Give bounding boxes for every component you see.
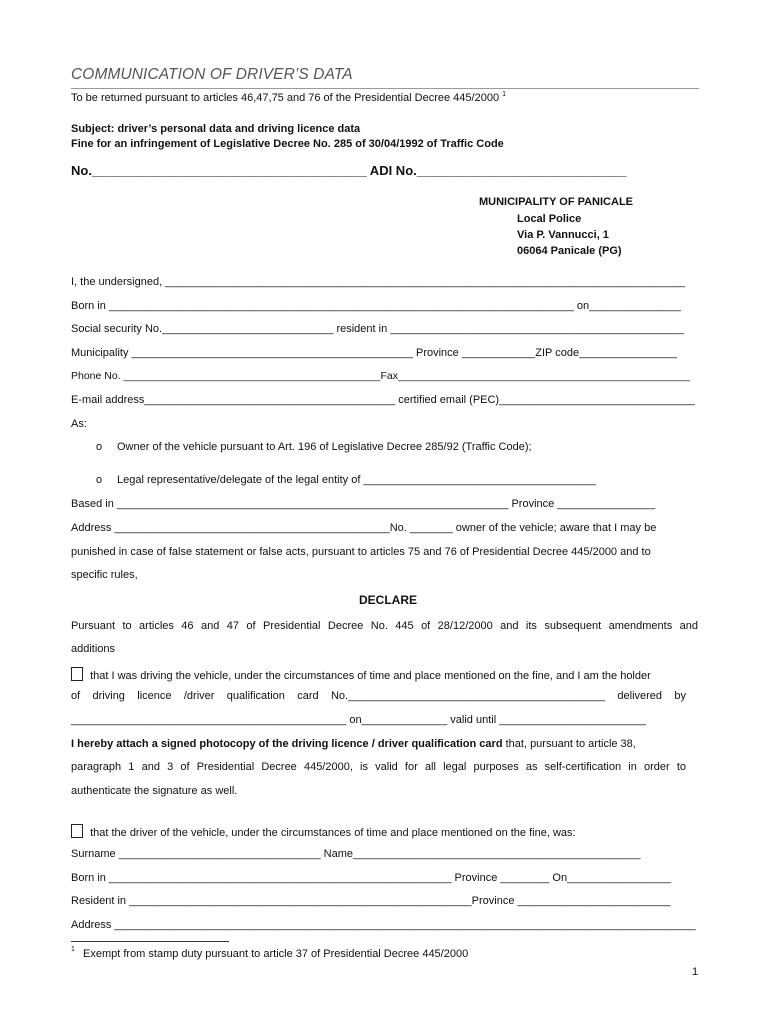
reference-numbers: No.______________________________________ ADI No._____________________________ (71, 163, 627, 178)
declaration-option-1 (71, 667, 651, 682)
municipality-field[interactable]: Municipality ______________________________________________ Province ____________ZIP code________________ (71, 347, 677, 359)
attach-statement-bold: I hereby attach a signed photocopy of the driving licence / driver qualification card (71, 738, 503, 750)
licence-number-field[interactable]: of driving licence /driver qualification card No.__________________________________________ delivered by (71, 690, 686, 702)
recipient-street: Via P. Vannucci, 1 (517, 229, 609, 241)
surname-name-field[interactable]: Surname _________________________________ Name_______________________________________________ (71, 848, 641, 860)
based-in-field[interactable]: Based in ________________________________________________________________ Province ________________ (71, 498, 656, 510)
recipient-city: 06064 Panicale (PG) (517, 245, 622, 257)
pursuant-line-2: additions (71, 643, 116, 655)
attach-statement-rest: that, pursuant to article 38, (502, 738, 636, 750)
undersigned-field[interactable]: I, the undersigned, _____________________________________________________________________________________ (71, 276, 686, 288)
phone-field[interactable]: Phone No. ____________________________________________Fax__________________________________________________ (71, 370, 690, 382)
subject-line-2: Fine for an infringement of Legislative Decree No. 285 of 30/04/1992 of Traffic Code (71, 138, 504, 150)
recipient-municipality: MUNICIPALITY OF PANICALE (479, 196, 633, 208)
title-divider (71, 88, 699, 89)
pursuant-line-1: Pursuant to articles 46 and 47 of Presidential Decree No. 445 of 28/12/2000 and its subsequent amendments and (71, 620, 698, 632)
driver-address-field[interactable]: Address _______________________________________________________________________________________________ (71, 919, 696, 931)
option-1-text: Owner of the vehicle pursuant to Art. 196 of Legislative Decree 285/92 (Traffic Code); (117, 441, 532, 453)
social-security-field[interactable]: Social security No.____________________________ resident in ________________________________________________ (71, 323, 684, 335)
option-2-text[interactable]: Legal representative/delegate of the legal entity of ______________________________________ (117, 474, 596, 486)
driver-self-checkbox[interactable] (71, 667, 83, 681)
authenticate-statement: authenticate the signature as well. (71, 785, 238, 797)
declare-heading: DECLARE (359, 593, 418, 607)
declaration-option-2 (71, 824, 576, 839)
footnote-text: Exempt from stamp duty pursuant to article 37 of Presidential Decree 445/2000 (83, 948, 469, 960)
licence-delivery-field[interactable]: _____________________________________________ on______________ valid until ________________________ (71, 714, 647, 726)
declaration-option-2-text: that the driver of the vehicle, under the circumstances of time and place mentioned on the fine, was: (90, 827, 576, 839)
born-field[interactable]: Born in ____________________________________________________________________________ on_______________ (71, 300, 681, 312)
driver-born-field[interactable]: Born in ________________________________________________________ Province ________ On_________________ (71, 872, 672, 884)
option-2-bullet[interactable]: o (96, 474, 103, 486)
recipient-department: Local Police (517, 213, 582, 225)
intro-footnote-ref: 1 (502, 91, 507, 98)
specific-rules-text: specific rules, (71, 569, 138, 581)
address-field[interactable]: Address _____________________________________________No. _______ owner of the vehicle; aware that I may be (71, 522, 657, 534)
paragraph-statement: paragraph 1 and 3 of Presidential Decree 445/2000, is valid for all legal purposes as self-certification in order to (71, 761, 686, 773)
footnote-number: 1 (71, 946, 75, 953)
email-field[interactable]: E-mail address_________________________________________ certified email (PEC)________________________________ (71, 394, 695, 406)
driver-resident-field[interactable]: Resident in ________________________________________________________Province _________________________ (71, 895, 671, 907)
subject-line-1: Subject: driver’s personal data and driving licence data (71, 123, 361, 135)
other-driver-checkbox[interactable] (71, 824, 83, 838)
page-number: 1 (692, 966, 699, 978)
attach-statement-line (71, 738, 636, 750)
footnote-divider (71, 941, 229, 942)
intro-line (71, 92, 506, 104)
option-1-bullet[interactable]: o (96, 441, 103, 453)
document-title: COMMUNICATION OF DRIVER’S DATA (71, 66, 353, 83)
intro-text: To be returned pursuant to articles 46,47,75 and 76 of the Presidential Decree 445/2000 (71, 92, 500, 104)
punishment-statement: punished in case of false statement or false acts, pursuant to articles 75 and 76 of Presidential Decree 445/2000 and to (71, 546, 651, 558)
declaration-option-1-text: that I was driving the vehicle, under the circumstances of time and place mentioned on the fine, and I am the holder (90, 670, 651, 682)
as-label: As: (71, 418, 87, 430)
